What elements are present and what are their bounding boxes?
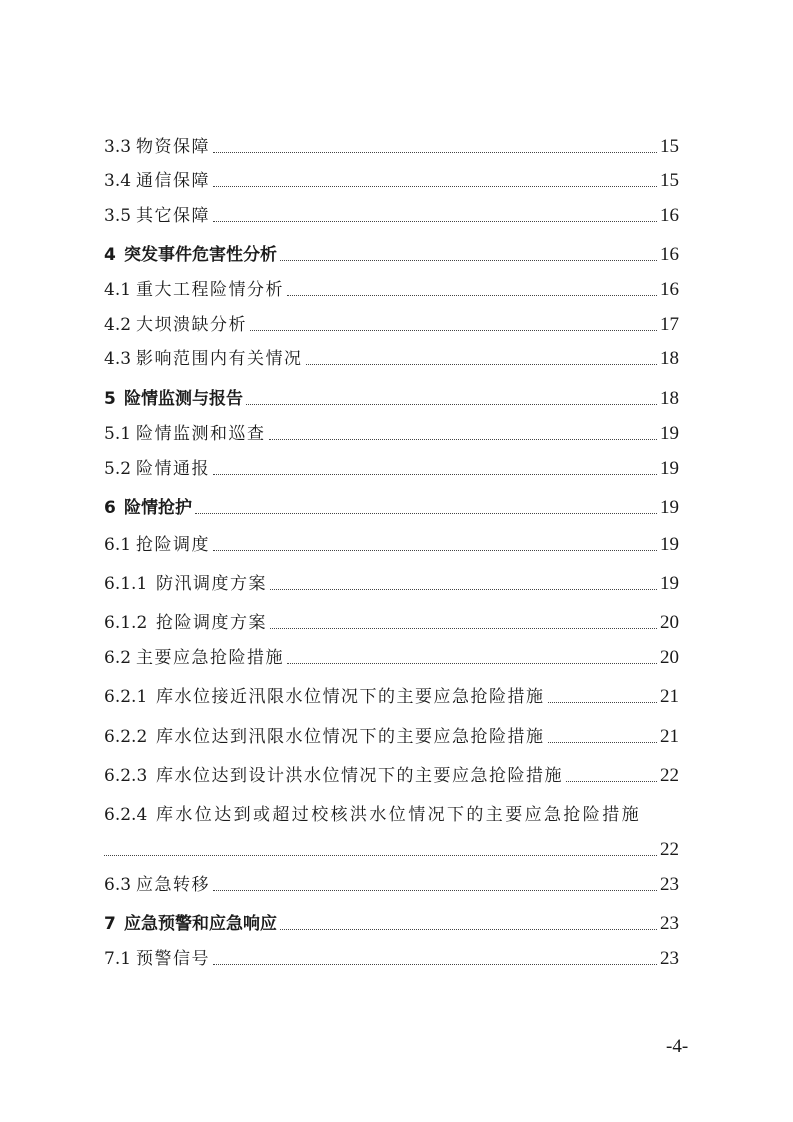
toc-entry-3-3[interactable] xyxy=(104,136,679,158)
toc-page-number: 22 xyxy=(660,765,679,786)
toc-number: 6.3 xyxy=(104,875,132,895)
toc-title: 防汛调度方案 xyxy=(156,574,267,594)
toc-number: 6 xyxy=(104,498,116,518)
dot-leader xyxy=(213,152,657,153)
toc-entry-5[interactable] xyxy=(104,388,679,410)
toc-page-number: 16 xyxy=(660,279,679,300)
toc-number: 3.5 xyxy=(104,206,132,226)
toc-title: 物资保障 xyxy=(136,137,210,157)
toc-number: 4 xyxy=(104,245,116,265)
toc-page-number: 18 xyxy=(660,348,679,369)
dot-leader xyxy=(213,964,657,965)
toc-title: 险情通报 xyxy=(136,459,210,479)
dot-leader xyxy=(270,589,657,590)
toc-page-number: 20 xyxy=(660,647,679,668)
toc-title: 应急转移 xyxy=(136,875,210,895)
toc-title: 重大工程险情分析 xyxy=(136,280,284,300)
toc-entry-6-2-3[interactable] xyxy=(104,765,679,787)
toc-number: 4.2 xyxy=(104,315,132,335)
toc-entry-4[interactable] xyxy=(104,244,679,266)
toc-title: 库水位达到或超过校核洪水位情况下的主要应急抢险措施 xyxy=(156,805,641,825)
toc-title: 抢险调度 xyxy=(136,535,210,555)
toc-title: 突发事件危害性分析 xyxy=(124,245,277,265)
toc-page-number: 20 xyxy=(660,612,679,633)
dot-leader xyxy=(280,929,657,930)
toc-entry-6-2-4-continuation[interactable] xyxy=(104,839,679,861)
toc-number: 5.1 xyxy=(104,424,132,444)
toc-number: 4.1 xyxy=(104,280,132,300)
toc-title: 通信保障 xyxy=(136,171,210,191)
toc-entry-5-2[interactable] xyxy=(104,458,679,480)
dot-leader xyxy=(287,295,657,296)
toc-number: 3.3 xyxy=(104,137,132,157)
toc-entry-5-1[interactable] xyxy=(104,423,679,445)
toc-title: 大坝溃缺分析 xyxy=(136,315,247,335)
dot-leader xyxy=(195,513,657,514)
toc-entry-6-2-4[interactable] xyxy=(104,804,679,826)
toc-page-number: 21 xyxy=(660,686,679,707)
page-number-footer: -4- xyxy=(666,1036,689,1057)
toc-title: 抢险调度方案 xyxy=(156,613,267,633)
dot-leader xyxy=(269,439,658,440)
toc-page-number: 16 xyxy=(660,205,679,226)
dot-leader xyxy=(213,890,657,891)
toc-page-number: 19 xyxy=(660,497,679,518)
toc-number: 6.1 xyxy=(104,535,132,555)
dot-leader xyxy=(306,364,658,365)
toc-entry-6-3[interactable] xyxy=(104,874,679,896)
toc-page-number: 21 xyxy=(660,726,679,747)
toc-entry-6-2-1[interactable] xyxy=(104,686,679,708)
dot-leader xyxy=(548,702,658,703)
toc-number: 4.3 xyxy=(104,349,132,369)
toc-page-number: 19 xyxy=(660,423,679,444)
dot-leader xyxy=(270,628,657,629)
toc-number: 7 xyxy=(104,914,116,934)
toc-entry-4-2[interactable] xyxy=(104,314,679,336)
toc-entry-6[interactable] xyxy=(104,497,679,519)
toc-page-number: 23 xyxy=(660,948,679,969)
dot-leader xyxy=(213,550,657,551)
toc-page-number: 16 xyxy=(660,244,679,265)
toc-number: 6.2.3 xyxy=(104,766,148,786)
toc-number: 6.2.1 xyxy=(104,687,148,707)
toc-title: 主要应急抢险措施 xyxy=(136,648,284,668)
dot-leader xyxy=(250,330,657,331)
dot-leader xyxy=(548,742,658,743)
toc-title: 应急预警和应急响应 xyxy=(124,914,277,934)
toc-number: 5.2 xyxy=(104,459,132,479)
toc-number: 6.2 xyxy=(104,648,132,668)
toc-page-number: 22 xyxy=(660,839,679,860)
toc-title: 影响范围内有关情况 xyxy=(136,349,303,369)
toc-entry-4-3[interactable] xyxy=(104,348,679,370)
toc-page-number: 19 xyxy=(660,458,679,479)
toc-page-number: 15 xyxy=(660,170,679,191)
toc-entry-3-4[interactable] xyxy=(104,170,679,192)
toc-entry-4-1[interactable] xyxy=(104,279,679,301)
toc-title: 险情监测与报告 xyxy=(124,389,243,409)
toc-entry-6-1-2[interactable] xyxy=(104,612,679,634)
toc-entry-6-2-2[interactable] xyxy=(104,726,679,748)
toc-number: 3.4 xyxy=(104,171,132,191)
toc-number: 6.1.1 xyxy=(104,574,148,594)
toc-page-number: 19 xyxy=(660,534,679,555)
toc-title: 险情抢护 xyxy=(124,498,192,518)
dot-leader xyxy=(213,186,657,187)
toc-page-number: 17 xyxy=(660,314,679,335)
toc-title: 库水位达到设计洪水位情况下的主要应急抢险措施 xyxy=(156,766,563,786)
dot-leader xyxy=(213,474,657,475)
dot-leader xyxy=(280,260,657,261)
toc-number: 5 xyxy=(104,389,116,409)
toc-title: 库水位达到汛限水位情况下的主要应急抢险措施 xyxy=(156,727,545,747)
toc-entry-6-2[interactable] xyxy=(104,647,679,669)
toc-entry-7[interactable] xyxy=(104,913,679,935)
toc-title: 其它保障 xyxy=(136,206,210,226)
toc-number: 6.2.4 xyxy=(104,805,148,825)
toc-title: 险情监测和巡查 xyxy=(136,424,266,444)
toc-page-number: 23 xyxy=(660,874,679,895)
toc-title: 库水位接近汛限水位情况下的主要应急抢险措施 xyxy=(156,687,545,707)
dot-leader xyxy=(287,663,657,664)
dot-leader xyxy=(213,221,657,222)
toc-entry-7-1[interactable] xyxy=(104,948,679,970)
toc-page-number: 19 xyxy=(660,573,679,594)
toc-entry-6-1[interactable] xyxy=(104,534,679,556)
dot-leader xyxy=(246,404,657,405)
toc-entry-3-5[interactable] xyxy=(104,205,679,227)
toc-page-number: 15 xyxy=(660,136,679,157)
dot-leader xyxy=(104,855,657,856)
toc-number: 6.2.2 xyxy=(104,727,148,747)
toc-title: 预警信号 xyxy=(136,949,210,969)
toc-page-number: 18 xyxy=(660,388,679,409)
toc-page-number: 23 xyxy=(660,913,679,934)
toc-number: 7.1 xyxy=(104,949,132,969)
toc-entry-6-1-1[interactable] xyxy=(104,573,679,595)
dot-leader xyxy=(566,781,657,782)
toc-number: 6.1.2 xyxy=(104,613,148,633)
